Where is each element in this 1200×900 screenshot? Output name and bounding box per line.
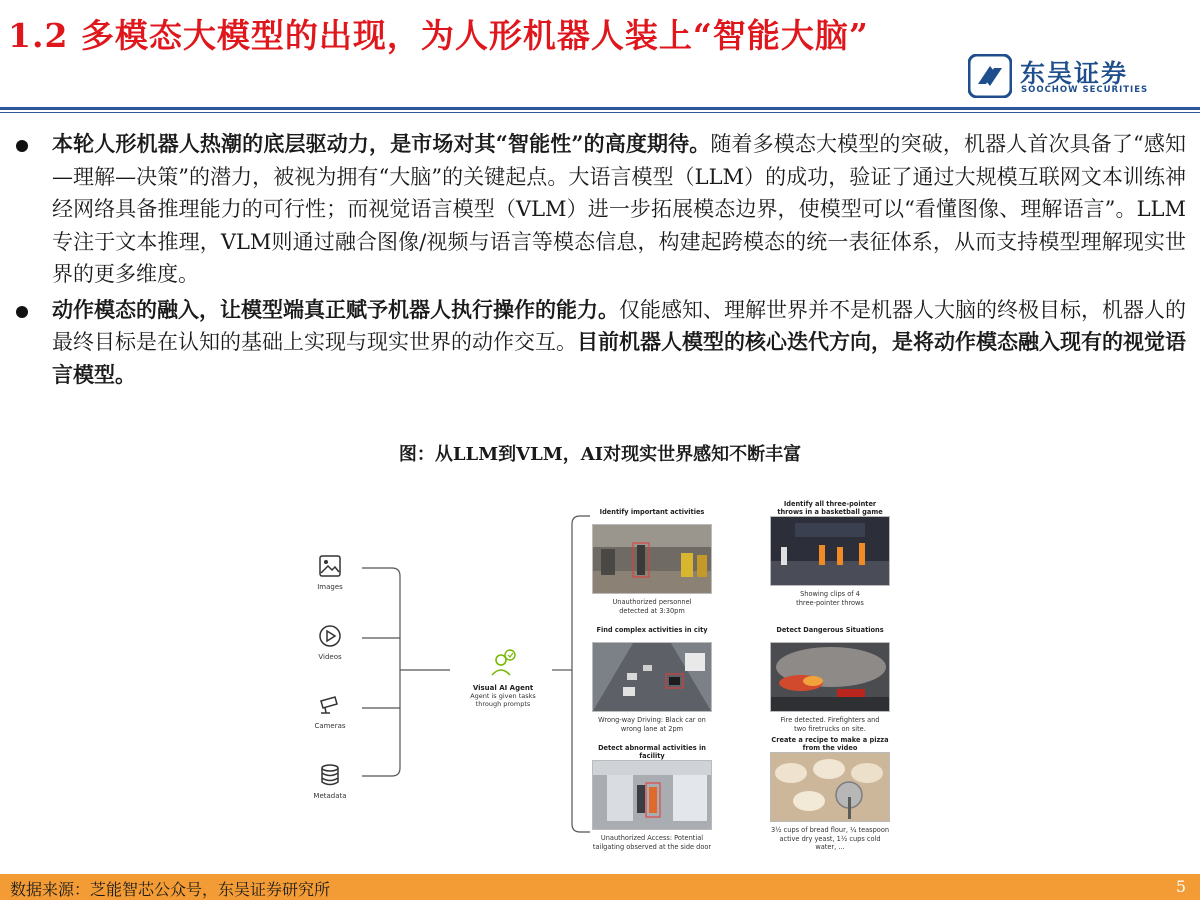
ai-agent-icon: [488, 648, 518, 678]
footer-bar: [0, 874, 1200, 900]
page-number: 5: [1175, 877, 1186, 896]
source-label: Metadata: [313, 792, 347, 800]
bullet-dot-icon: [16, 306, 28, 318]
agent-desc: through prompts: [475, 700, 531, 708]
pizza-dough-photo: [770, 752, 890, 822]
tile-caption: Wrong-way Driving: Black car on: [598, 716, 706, 724]
source-label: Videos: [318, 653, 342, 661]
warehouse-photo: [592, 524, 712, 594]
logo-text-cn: 东吴证券: [1020, 59, 1129, 88]
tile-caption: detected at 3:30pm: [619, 606, 685, 615]
tile-heading: Create a recipe to make a pizza from the video: [771, 736, 889, 752]
tile-heading: Identify important activities: [599, 508, 705, 516]
video-play-icon: [317, 623, 343, 649]
tile-heading: Detect Dangerous Situations: [776, 626, 884, 634]
tile-caption: Unauthorized Access: Potential: [600, 834, 704, 842]
tile-heading: Find complex activities in city: [596, 626, 708, 634]
source-label: Cameras: [314, 722, 346, 730]
bullet-list: [14, 128, 1186, 394]
agent-desc: Agent is given tasks: [470, 692, 536, 700]
tile-caption: wrong lane at 2pm: [620, 724, 684, 733]
bullet-bold-lead: 本轮人形机器人热潮的底层驱动力，是市场对其“智能性”的高度期待。: [52, 131, 711, 156]
tile-caption: two firetrucks on site.: [794, 724, 866, 733]
image-icon: [317, 553, 343, 579]
tile-heading: Detect abnormal activities in facility: [598, 744, 706, 760]
camera-icon: [317, 692, 343, 718]
database-icon: [317, 762, 343, 788]
logo-text-en: SOOCHOW SECURITIES: [1021, 85, 1149, 95]
fire-scene-photo: [770, 642, 890, 712]
agent-title: Visual AI Agent: [472, 684, 534, 692]
tile-caption: active dry yeast, 1½ cups cold water, ...: [779, 834, 881, 851]
tile-caption: three-pointer throws: [796, 598, 864, 607]
tile-caption: Showing clips of 4: [800, 590, 860, 598]
bullet-dot-icon: [16, 140, 28, 152]
source-label: Images: [317, 583, 343, 591]
source-cameras: [300, 692, 360, 730]
tile-caption: tailgating observed at the side door: [592, 842, 712, 851]
example-tile: [770, 736, 890, 852]
bullet-item: [14, 294, 1186, 392]
bullet-text: 仅能感知、理解世界并不是机器人大脑的终极目标，机器人的最终目标是在认知的基础上实现与现实世界的动作交互。: [52, 297, 1186, 354]
bullet-text: 随着多模态大模型的突破，机器人首次具备了“感知—理解—决策”的潜力，被视为拥有“大脑”的关键起点。大语言模型（LLM）的成功，验证了通过大规模互联网文本训练神经网络具备推理能力的可行性；而视觉语言模型（VLM）进一步拓展模态边界，使模型可以“看懂图像、理解语言”。LLM专注于文本推理，VLM则通过融合图像/视频与语言等模态信息，构建起跨模态的统一表征体系，从而支持模型理解现实世界的更多维度。: [52, 132, 1187, 286]
tile-caption: Fire detected. Firefighters and: [780, 716, 880, 724]
example-tile: [592, 626, 712, 733]
example-tile: [770, 626, 890, 733]
example-tile: [592, 744, 712, 851]
tile-heading: Identify all three-pointer throws in a basketball game: [777, 500, 883, 516]
vlm-figure: [290, 498, 930, 850]
bullet-bold-tail: 目前机器人模型的核心迭代方向，是将动作模态融入现有的视觉语言模型。: [52, 329, 1186, 387]
source-metadata: [300, 762, 360, 800]
data-source: 数据来源：芝能智芯公众号，东吴证券研究所: [10, 880, 331, 899]
source-videos: [300, 623, 360, 661]
city-traffic-photo: [592, 642, 712, 712]
page-title: 1.2 多模态大模型的出现，为人形机器人装上“智能大脑”: [8, 16, 869, 55]
company-logo: [968, 54, 1148, 98]
tile-caption: Unauthorized personnel: [612, 598, 692, 606]
basketball-photo: [770, 516, 890, 586]
example-tile: [592, 508, 712, 615]
source-images: [300, 553, 360, 591]
figure-caption: 图：从LLM到VLM，AI对现实世界感知不断丰富: [398, 444, 802, 465]
visual-ai-agent: [448, 648, 558, 708]
bullet-bold-lead: 动作模态的融入，让模型端真正赋予机器人执行操作的能力。: [52, 296, 619, 322]
tile-caption: 3½ cups of bread flour, ¼ teaspoon: [770, 826, 890, 834]
header-rule: [0, 107, 1200, 110]
soochow-logo-icon: [968, 54, 1012, 98]
header-rule-thin: [0, 112, 1200, 113]
bullet-item: [14, 128, 1186, 291]
example-tile: [770, 500, 890, 607]
facility-door-photo: [592, 760, 712, 830]
